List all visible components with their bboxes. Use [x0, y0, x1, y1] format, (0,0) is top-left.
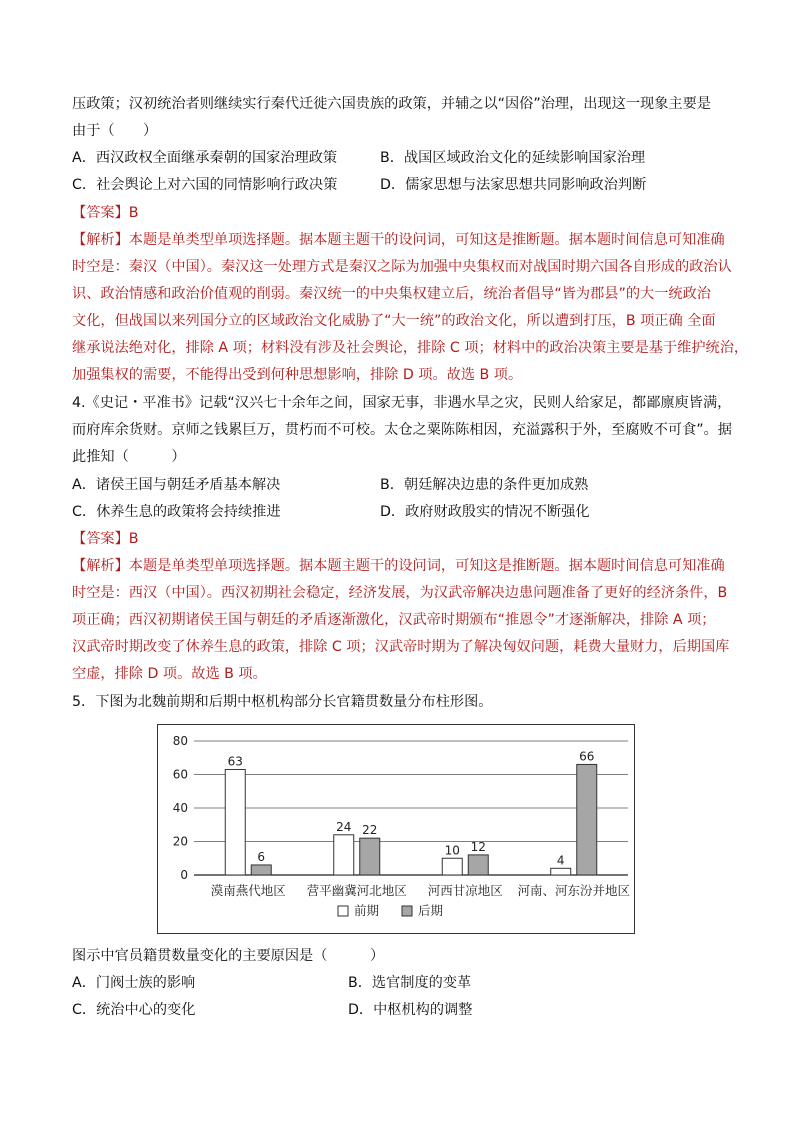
y-tick-label: 80	[172, 734, 188, 748]
bar-前期	[334, 835, 354, 875]
y-tick-label: 40	[172, 801, 188, 815]
q4-option-c: C．休养生息的政策将会持续推进	[72, 504, 281, 520]
data-label: 10	[444, 843, 460, 858]
data-label: 24	[336, 819, 352, 834]
bar-后期	[251, 865, 271, 875]
y-tick-label: 60	[172, 767, 188, 782]
data-label: 63	[227, 754, 243, 769]
data-label: 22	[362, 823, 378, 838]
q4-analysis-line-2: 时空是：西汉（中国）。西汉初期社会稳定，经济发展，为汉武帝解决边患问题准备了更好的经济条件，B	[72, 585, 728, 601]
q4-option-d: D．政府财政殷实的情况不断强化	[380, 504, 590, 520]
q4-analysis-line-5: 空虚，排除 D 项。故选 B 项。	[72, 666, 267, 682]
x-tick-label: 河南、河东汾并地区	[517, 883, 631, 898]
legend-swatch	[402, 906, 412, 916]
x-tick-label: 河西甘凉地区	[427, 883, 503, 898]
y-tick-label: 0	[180, 868, 188, 882]
q3-analysis-line-5: 继承说法绝对化，排除 A 项；材料没有涉及社会舆论，排除 C 项；材料中的政治决策主要是基于维护统治，	[72, 340, 749, 356]
bar-前期	[442, 858, 462, 875]
q4-option-b: B．朝廷解决边患的条件更加成熟	[380, 477, 589, 493]
legend-swatch	[338, 906, 348, 916]
data-label: 66	[579, 749, 595, 764]
q3-option-d: D．儒家思想与法家思想共同影响政治判断	[380, 177, 647, 193]
q5-option-b: B．选官制度的变革	[348, 975, 472, 991]
q4-stem-line-3: 此推知（ ）	[72, 449, 186, 465]
q3-stem-line-2: 由于（ ）	[72, 123, 158, 139]
bar-前期	[551, 868, 571, 875]
bar-前期	[225, 769, 245, 875]
q3-analysis-line-3: 识、政治情感和政治价值观的削弱。秦汉统一的中央集权建立后，统治者倡导“皆为郡县”的大一统政治	[72, 286, 711, 302]
legend-label: 前期	[354, 903, 380, 918]
q5-option-d: D．中枢机构的调整	[348, 1002, 473, 1018]
q5-stem: 5．下图为北魏前期和后期中枢机构部分长官籍贯数量分布柱形图。	[72, 694, 493, 710]
q3-analysis-line-1: 【解析】本题是单类型单项选择题。据本题主题干的设问词，可知这是推断题。据本题时间信息可知准确	[72, 232, 725, 248]
bar-chart-frame	[157, 724, 635, 934]
bar-后期	[577, 764, 597, 875]
q4-option-a: A．诸侯王国与朝廷矛盾基本解决	[72, 477, 281, 493]
q3-analysis-line-6: 加强集权的需要，不能得出受到何种思想影响，排除 D 项。故选 B 项。	[72, 367, 523, 383]
q3-analysis-line-2: 时空是：秦汉（中国）。秦汉这一处理方式是秦汉之际为加强中央集权而对战国时期六国各自形成的政治认	[72, 259, 732, 275]
q3-option-c: C．社会舆论上对六国的同情影响行政决策	[72, 177, 338, 193]
q4-analysis-line-1: 【解析】本题是单类型单项选择题。据本题主题干的设问词，可知这是推断题。据本题时间信息可知准确	[72, 558, 725, 574]
q4-analysis-line-4: 汉武帝时期改变了休养生息的政策，排除 C 项；汉武帝时期为了解决匈奴问题，耗费大量财力，后期国库	[72, 639, 730, 655]
q3-answer: 【答案】B	[72, 205, 139, 221]
q5-question: 图示中官员籍贯数量变化的主要原因是（ ）	[72, 948, 385, 964]
bar-chart	[158, 725, 634, 933]
q3-stem-line-1: 压政策；汉初统治者则继续实行秦代迁徙六国贵族的政策，并辅之以“因俗”治理，出现这一现象主要是	[72, 96, 711, 112]
q3-option-b: B．战国区域政治文化的延续影响国家治理	[380, 150, 646, 166]
data-label: 12	[470, 839, 486, 854]
y-tick-label: 20	[172, 834, 188, 849]
q4-stem-line-1: 4.《史记・平准书》记载“汉兴七十余年之间，国家无事，非遇水旱之灾，民则人给家足，都鄙廪庾皆满，	[72, 395, 732, 411]
q5-option-a: A．门阀士族的影响	[72, 975, 196, 991]
bar-后期	[360, 838, 380, 875]
legend-label: 后期	[418, 903, 444, 918]
q4-analysis-line-3: 项正确；西汉初期诸侯王国与朝廷的矛盾逐渐激化，汉武帝时期颁布“推恩令”才逐渐解决，排除 A 项；	[72, 612, 716, 628]
data-label: 4	[556, 853, 565, 868]
data-label: 6	[257, 849, 266, 864]
q4-stem-line-2: 而府库余货财。京师之钱累巨万，贯朽而不可校。太仓之粟陈陈相因，充溢露积于外，至腐败不可食”。据	[72, 422, 732, 438]
x-tick-label: 营平幽冀河北地区	[306, 883, 407, 898]
bar-后期	[468, 855, 488, 875]
q4-answer: 【答案】B	[72, 531, 139, 547]
q5-option-c: C．统治中心的变化	[72, 1002, 196, 1018]
q3-analysis-line-4: 文化，但战国以来列国分立的区域政治文化威胁了“大一统”的政治文化，所以遭到打压，B 项正确 全面	[72, 313, 716, 329]
x-tick-label: 漠南燕代地区	[210, 883, 286, 898]
q3-option-a: A．西汉政权全面继承秦朝的国家治理政策	[72, 150, 338, 166]
